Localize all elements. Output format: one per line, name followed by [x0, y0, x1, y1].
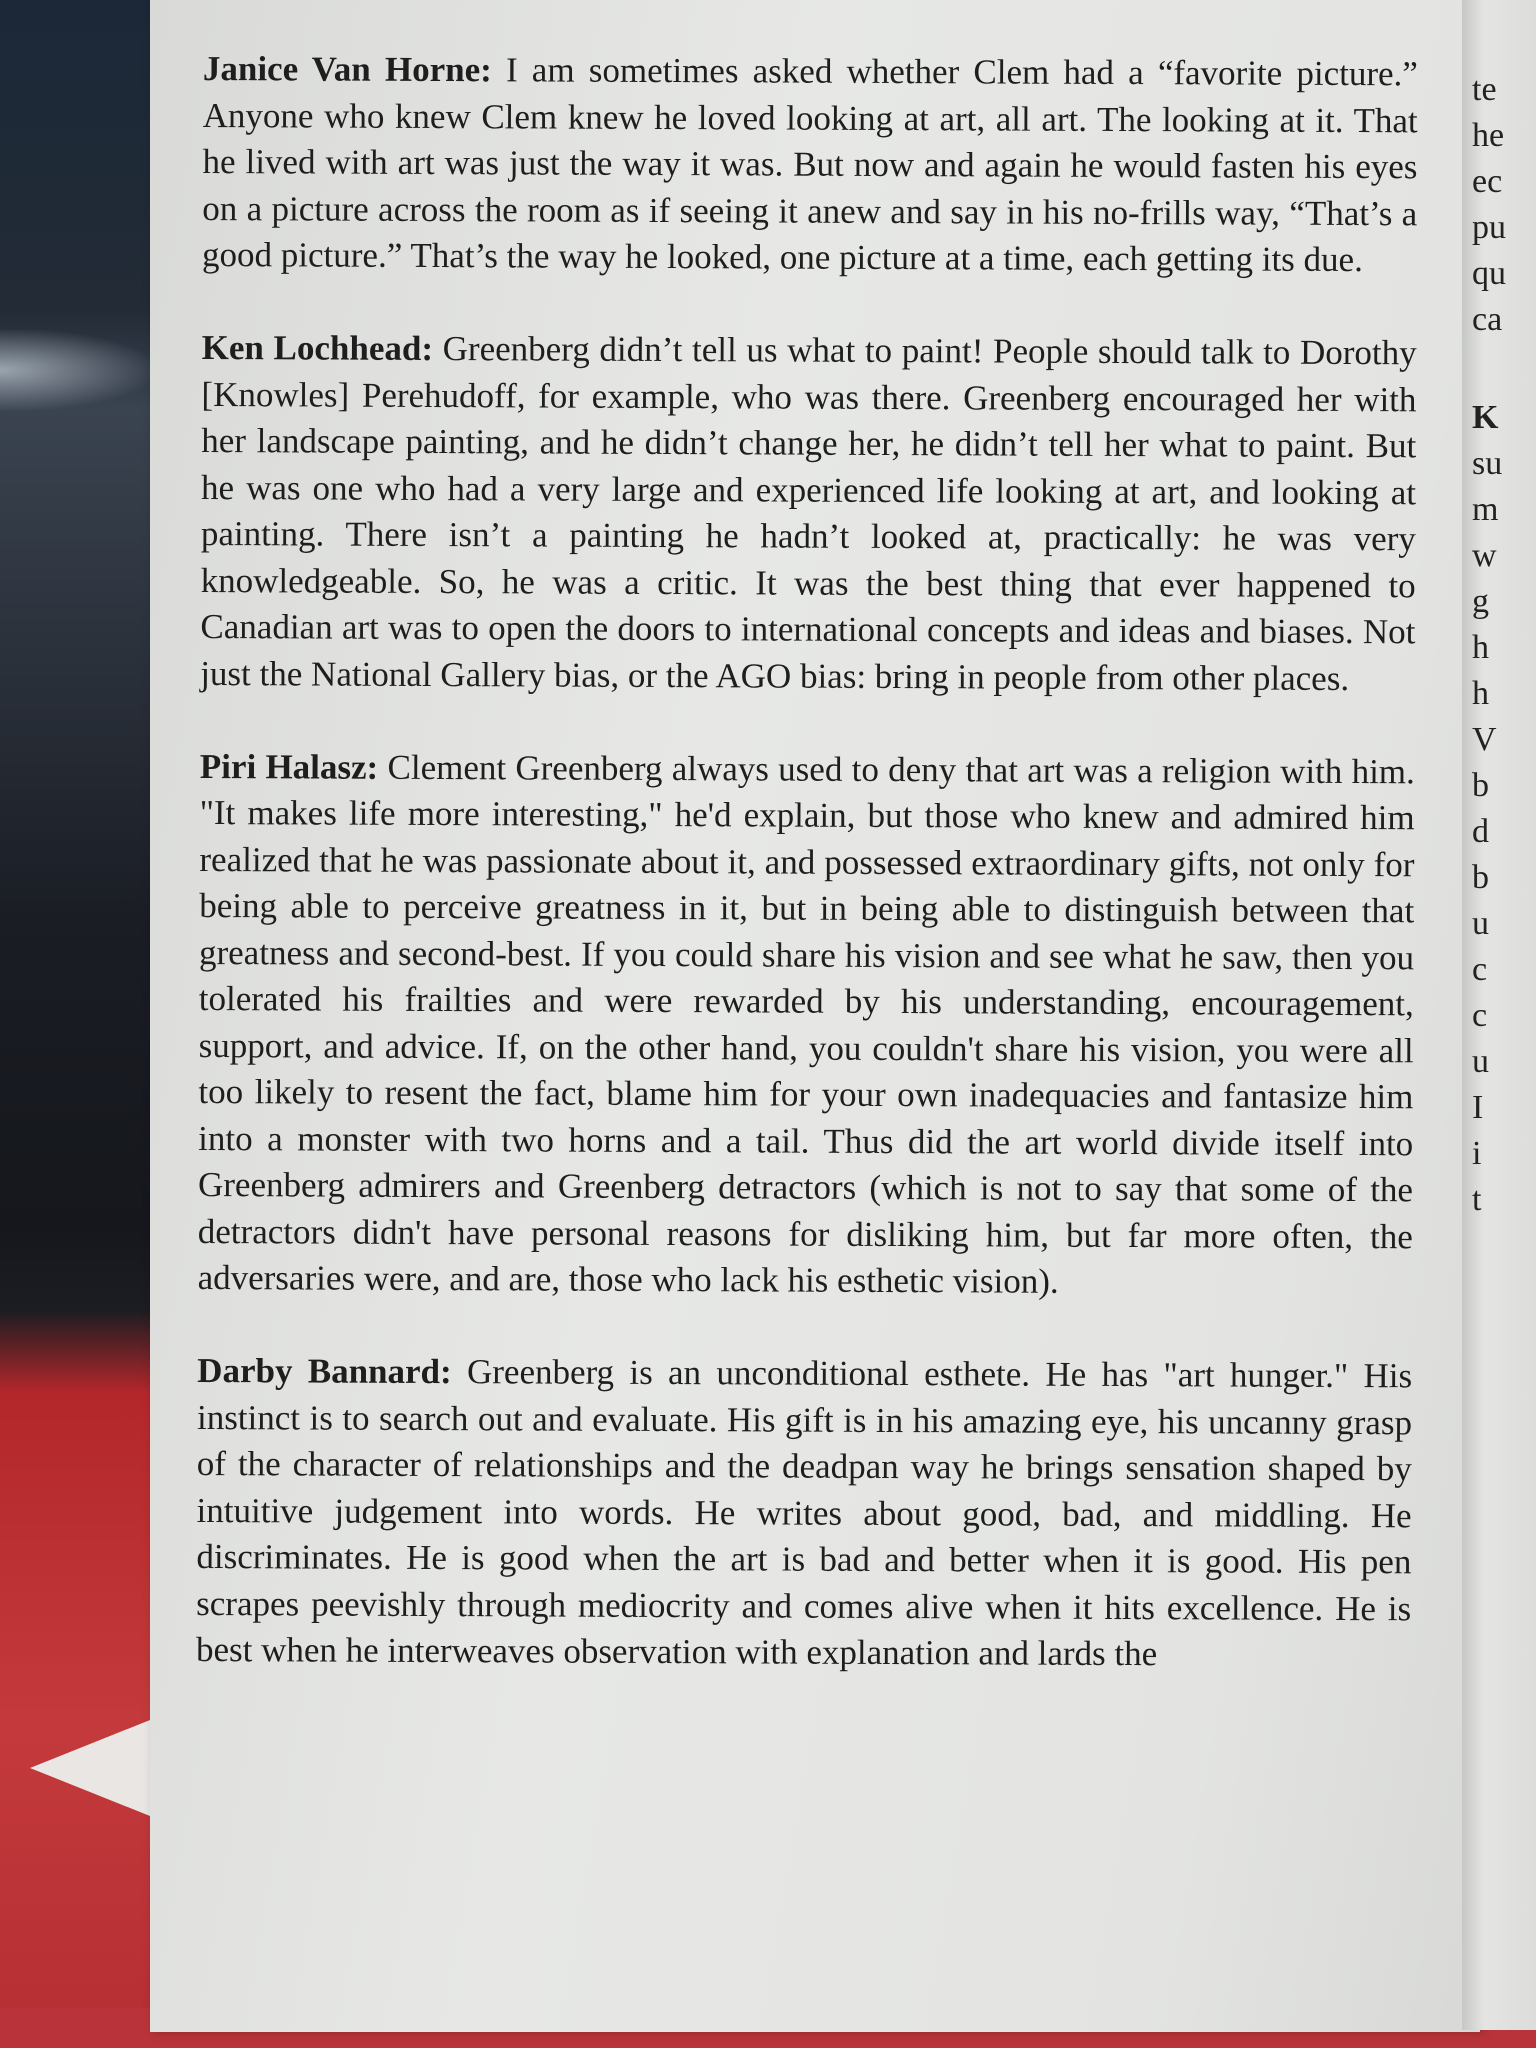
speaker-name: Ken Lochhead: [201, 327, 434, 369]
edge-glyph: t [1472, 1181, 1482, 1218]
quote-paragraph [200, 325, 1417, 702]
edge-glyph: i [1472, 1135, 1482, 1172]
edge-glyph: he [1472, 117, 1505, 154]
edge-glyph: d [1472, 813, 1489, 850]
edge-glyph: h [1472, 629, 1489, 666]
edge-glyph: w [1472, 537, 1497, 574]
speaker-name: Piri Halasz: [199, 746, 379, 787]
edge-glyph: pu [1472, 209, 1506, 246]
quote-paragraph [198, 743, 1415, 1306]
edge-glyph: I [1472, 1089, 1484, 1126]
edge-glyph: b [1472, 767, 1489, 804]
quote-text: Greenberg didn’t tell us what to paint! People should talk to Dorothy [Knowles] Perehudoff, for example, who was there. Greenberg encouraged her with her landscape painting, and he didn’t change her, he didn’t tell her what to paint. But he was one who had a very large and experienced life looking at art, and looking at painting. There isn’t a painting he hadn’t looked at, practically: he was very knowledgeable. So, he was a critic. It was the best thing that ever happened to Canadian art was to open the doors to international concepts and ideas and biases. Not just the National Gallery bias, or the AGO bias: bring in people from other places. [200, 329, 1417, 698]
edge-glyph: c [1472, 951, 1488, 988]
edge-glyph: c [1472, 997, 1488, 1034]
edge-glyph: u [1472, 905, 1489, 942]
edge-glyph: qu [1472, 255, 1506, 292]
quote-text: Greenberg is an unconditional esthete. He has "art hunger." His instinct is to search out and evaluate. His gift is in his amazing eye, his uncanny grasp of the character of relationships and the deadpan way he brings sensation shaped by intuitive judgement into words. He writes about good, bad, and middling. He discriminates. He is good when the art is bad and better when it is good. His pen scrapes peevishly through mediocrity and comes alive when it hits excellence. He is best when he interweaves observation with explanation and lards the [195, 1352, 1413, 1674]
edge-glyph: ca [1472, 301, 1503, 338]
edge-glyph: u [1472, 1043, 1489, 1080]
quote-text: I am sometimes asked whether Clem had a “favorite picture.” Anyone who knew Clem knew he loved looking at art, all art. The looking at it. That he lived with art was just the way it was. But now and again he would fasten his eyes on a picture across the room as if seeing it anew and say in his no-frills way, “That’s a good picture.” That’s the way he looked, one picture at a time, each getting its due. [202, 50, 1418, 280]
edge-glyph: b [1472, 859, 1489, 896]
quote-text: Clement Greenberg always used to deny that art was a religion with him. "It makes life more interesting," he'd explain, but those who knew and admired him realized that he was passionate about it, and possessed extraordinary gifts, not only for being able to perceive greatness in it, but in being able to distinguish between that greatness and second-best. If you could share his vision and see what he saw, then you tolerated his frailties and were rewarded by his understanding, encouragement, support, and advice. If, on the other hand, you couldn't share his vision, you were all too likely to resent the fact, blame him for your own inadequacies and fantasize him into a monster with two horns and a tail. Thus did the art world divide itself into Greenberg admirers and Greenberg detractors (which is not to say that some of the detractors didn't have personal reasons for disliking him, but far more often, the adversaries were, and are, those who lack his esthetic vision). [197, 747, 1415, 1301]
edge-glyph: h [1472, 675, 1489, 712]
edge-glyph: su [1472, 445, 1503, 482]
edge-glyph: g [1472, 583, 1489, 620]
edge-glyph: m [1472, 491, 1499, 528]
speaker-name: Darby Bannard: [197, 1350, 452, 1392]
edge-glyph: te [1472, 71, 1497, 108]
quote-paragraph [202, 46, 1418, 284]
background-white-object [30, 1720, 150, 1816]
background-light [0, 330, 150, 410]
edge-glyph: ec [1472, 163, 1503, 200]
speaker-name: Janice Van Horne: [202, 48, 492, 90]
quote-paragraph [196, 1348, 1412, 1679]
facing-page-edge [1462, 0, 1536, 2030]
edge-glyph: K [1472, 399, 1499, 436]
edge-glyph: V [1472, 721, 1497, 758]
page-text [196, 46, 1418, 1725]
